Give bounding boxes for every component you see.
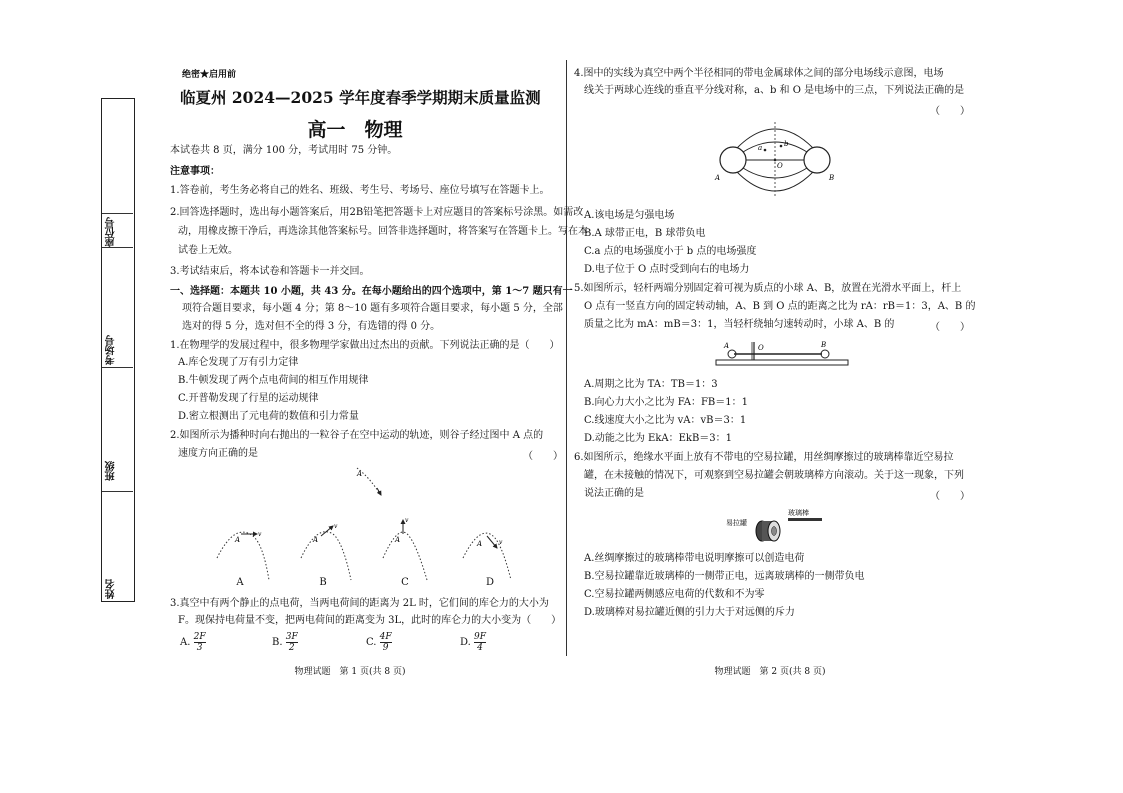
point-b-dot [780,145,783,148]
binding-strip [101,98,135,602]
note-2-line1: 2.回答选择题时，选出每小题答案后，用2B铅笔把答题卡上对应题目的答案标号涂黑。如需改 [170,207,584,218]
question-4-line1: 4.图中的实线为真空中两个半径相同的带电金属球体之间的部分电场线示意图，电场 [574,68,944,79]
q5-rod-figure [712,336,852,370]
option-letter: D. [460,637,471,648]
q1-option-b: B.牛顿发现了两个点电荷间的相互作用规律 [178,375,369,386]
fraction-denominator: 9 [382,643,389,653]
q2-option-a-figure [217,531,269,580]
ball-b-label: B [821,341,827,349]
ball-b [821,350,829,358]
reference-point-label: A [357,470,363,478]
question-4-line2: 线关于两球心连线的垂直平分线对称，a、b 和 O 是电场中的三点，下列说法正确的是 [584,85,965,96]
q2-trajectory-figure [205,462,535,592]
q2-answer-paren: （ ） [523,451,563,462]
horizontal-surface [716,360,848,365]
q1-option-c: C.开普勒发现了行星的运动规律 [178,393,319,404]
strip-divider [102,367,133,368]
svg-text:A: A [477,540,483,548]
q6-option-b: B.空易拉罐靠近玻璃棒的一侧带正电，远离玻璃棒的一侧带负电 [584,571,865,582]
question-3-line2: F。现保持电荷量不变，把两电荷间的距离变为 3L，此时的库仑力的大小变为（ ） [178,615,562,626]
q6-answer-paren: （ ） [930,491,970,502]
fraction-denominator: 2 [288,643,295,653]
q6-option-c: C.空易拉罐两侧感应电荷的代数和不为零 [584,589,765,600]
point-b-label: b [784,140,789,148]
question-5-line2: O 点有一竖直方向的固定转动轴，A、B 到 O 点的距离之比为 rA：rB＝1：3，A、B 的 [584,301,976,312]
q4-field-lines-figure [705,118,845,200]
q4-option-c: C.a 点的电场强度小于 b 点的电场强度 [584,246,757,257]
svg-text:v: v [499,539,503,546]
q2-option-d-figure [463,533,511,580]
question-2-line1: 2.如图所示为播种时向右抛出的一粒谷子在空中运动的轨迹，则谷子经过图中 A 点的 [170,430,544,441]
glass-rod [788,518,822,521]
q4-option-b: B.A 球带正电，B 球带负电 [584,228,706,239]
q3-option-b [272,632,298,653]
q6-can-rod-figure [720,505,840,545]
q6-option-d: D.玻璃棒对易拉罐近侧的引力大于对远侧的斥力 [584,607,795,618]
note-2-line3: 试卷上无效。 [178,245,238,256]
section1-line2: 项符合题目要求，每小题 4 分；第 8～10 题有多项符合题目要求，每小题 5 分，全部 [182,303,563,314]
ball-a-label: A [724,342,730,350]
point-o-label: O [777,162,783,170]
strip-name-label: 姓名 [106,579,117,599]
question-2-line2: 速度方向正确的是 [178,448,258,459]
question-1: 1.在物理学的发展过程中，很多物理学家做出过杰出的贡献。下列说法正确的是（ ） [170,340,560,351]
q6-option-a: A.丝绸摩擦过的玻璃棒带电说明摩擦可以创造电荷 [584,553,805,564]
rod-label: 玻璃棒 [788,509,809,517]
q2-option-a-label: A [236,577,244,588]
q5-option-a: A.周期之比为 TA：TB＝1：3 [584,379,718,390]
strip-divider [102,213,133,214]
svg-text:v: v [334,523,338,530]
left-page-footer: 物理试题 第 1 页(共 8 页) [294,667,406,677]
q2-option-c-label: C [401,577,409,588]
question-3-line1: 3.真空中有两个静止的点电荷，当两电荷间的距离为 2L 时，它们间的库仑力的大小为 [170,598,549,609]
strip-room-label: 考场号 [106,335,117,365]
fraction-numerator: 3F [285,632,298,642]
option-letter: A. [180,637,191,648]
strip-seat-label: 座位号 [106,217,117,247]
question-5-line1: 5.如图所示，轻杆两端分别固定着可视为质点的小球 A、B，放置在光滑水平面上，杆上 [574,283,962,294]
sphere-a-label: A [715,174,721,182]
question-6-line1: 6.如图所示，绝缘水平面上放有不带电的空易拉罐，用丝绸摩擦过的玻璃棒靠近空易拉 [574,452,954,463]
reference-arrow [377,488,381,495]
svg-text:A: A [235,536,241,544]
q2-option-d-label: D [485,577,495,588]
question-5-line3: 质量之比为 mA：mB＝3：1，当轻杆绕轴匀速转动时，小球 A、B 的 [584,319,895,330]
sphere-b-label: B [829,174,835,182]
section1-line3: 选对的得 5 分，选对但不全的得 3 分，有选错的得 0 分。 [182,321,441,332]
fraction-denominator: 3 [196,643,203,653]
q3-option-a [180,632,206,653]
q5-option-c: C.线速度大小之比为 vA：vB＝3：1 [584,415,747,426]
q4-option-a: A.该电场是匀强电场 [584,210,675,221]
fraction-numerator: 2F [193,632,206,642]
q2-option-b-figure [301,523,351,580]
strip-divider [102,247,133,248]
q1-option-d: D.密立根测出了元电荷的数值和引力常量 [178,411,359,422]
point-a-dot [764,149,767,152]
q5-option-b: B.向心力大小之比为 FA：FB＝1：1 [584,397,749,408]
option-letter: C. [366,637,377,648]
svg-text:A: A [313,536,319,544]
q1-option-a: A.库仑发现了万有引力定律 [178,357,299,368]
exam-intro: 本试卷共 8 页，满分 100 分，考试用时 75 分钟。 [170,145,398,156]
question-6-line2: 罐，在未接触的情况下，可观察到空易拉罐会朝玻璃棒方向滚动。关于这一现象，下列 [584,470,964,481]
q5-answer-paren: （ ） [930,322,970,333]
q3-option-d [460,632,486,653]
q2-option-b-label: B [319,577,327,588]
strip-class-label: 班级 [106,461,117,481]
svg-text:A: A [395,536,401,544]
fraction-numerator: 4F [379,632,392,642]
page-divider [566,60,567,656]
q5-option-d: D.动能之比为 EkA：EkB＝3：1 [584,433,733,444]
can-label: 易拉罐 [726,519,747,527]
q3-option-c [366,632,392,653]
q2-option-c-figure [383,517,427,580]
notes-title: 注意事项： [170,166,220,177]
confidential-mark: 绝密★启用前 [182,70,237,80]
sphere-a [720,147,746,173]
note-3: 3.考试结束后，将本试卷和答题卡一并交回。 [170,266,370,277]
point-a-label: a [758,144,763,152]
q4-option-d: D.电子位于 O 点时受到向右的电场力 [584,264,750,275]
right-page-footer: 物理试题 第 2 页(共 8 页) [714,667,826,677]
point-o-dot [774,159,777,162]
strip-divider [102,491,133,492]
option-letter: B. [272,637,283,648]
svg-text:v: v [405,517,409,524]
exam-title: 临夏州 2024—2025 学年度春季学期期末质量监测 [180,88,541,107]
svg-text:v: v [258,531,262,538]
subject-title: 高一 物理 [307,119,403,141]
axis-o-label: O [758,344,764,352]
sphere-b [804,147,830,173]
fraction-numerator: 9F [474,632,487,642]
fraction-denominator: 4 [477,643,483,653]
note-2-line2: 动，用橡皮擦干净后，再选涂其他答案标号。回答非选择题时，将答案写在答题卡上。写在本 [178,226,588,237]
q4-answer-paren: （ ） [930,106,970,117]
section1-line1: 一、选择题：本题共 10 小题，共 43 分。在每小题给出的四个选项中，第 1～7 题只有一 [170,286,573,297]
question-6-line3: 说法正确的是 [584,488,644,499]
note-1: 1.答卷前，考生务必将自己的姓名、班级、考生号、考场号、座位号填写在答题卡上。 [170,185,550,196]
